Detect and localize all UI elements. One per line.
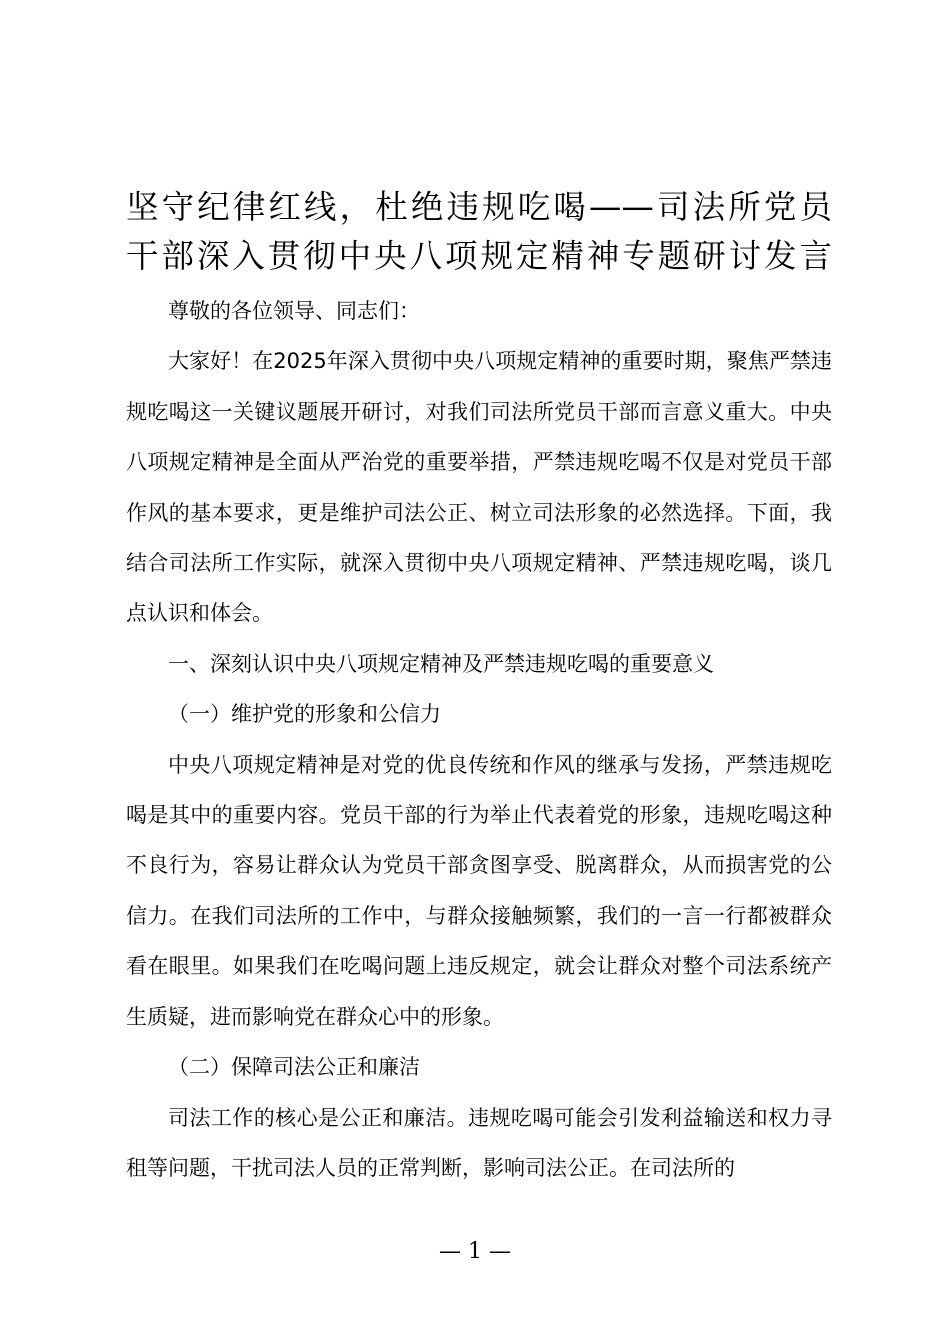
salutation: 尊敬的各位领导、同志们： bbox=[168, 299, 420, 323]
document-title-line-1: 坚守纪律红线，杜绝违规吃喝——司法所党员 bbox=[126, 188, 832, 226]
section-heading-1: 一、深刻认识中央八项规定精神及严禁违规吃喝的重要意义 bbox=[168, 651, 714, 676]
document-title-line-2: 干部深入贯彻中央八项规定精神专题研讨发言 bbox=[126, 237, 832, 275]
document-body bbox=[126, 286, 832, 1193]
page-number: — 1 — bbox=[439, 1239, 511, 1264]
subsection-heading-2: （二）保障司法公正和廉洁 bbox=[168, 1055, 420, 1080]
subsection-heading-1: （一）维护党的形象和公信力 bbox=[168, 702, 441, 727]
intro-paragraph: 大家好！在2025年深入贯彻中央八项规定精神的重要时期，聚焦严禁违规吃喝这一关键议题展开研讨，对我们司法所党员干部而言意义重大。中央八项规定精神是全面从严治党的重要举措，严禁违规吃喝不仅是对党员干部作风的基本要求，更是维护司法公正、树立司法形象的必然选择。下面，我结合司法所工作实际，就深入贯彻中央八项规定精神、严禁违规吃喝，谈几点认识和体会。 bbox=[126, 349, 832, 626]
body-paragraph-1: 中央八项规定精神是对党的优良传统和作风的继承与发扬，严禁违规吃喝是其中的重要内容。党员干部的行为举止代表着党的形象，违规吃喝这种不良行为，容易让群众认为党员干部贪图享受、脱离群众，从而损害党的公信力。在我们司法所的工作中，与群众接触频繁，我们的一言一行都被群众看在眼里。如果我们在吃喝问题上违反规定，就会让群众对整个司法系统产生质疑，进而影响党在群众心中的形象。 bbox=[126, 752, 832, 1029]
body-paragraph-2: 司法工作的核心是公正和廉洁。违规吃喝可能会引发利益输送和权力寻租等问题，干扰司法人员的正常判断，影响司法公正。在司法所的 bbox=[126, 1105, 832, 1180]
